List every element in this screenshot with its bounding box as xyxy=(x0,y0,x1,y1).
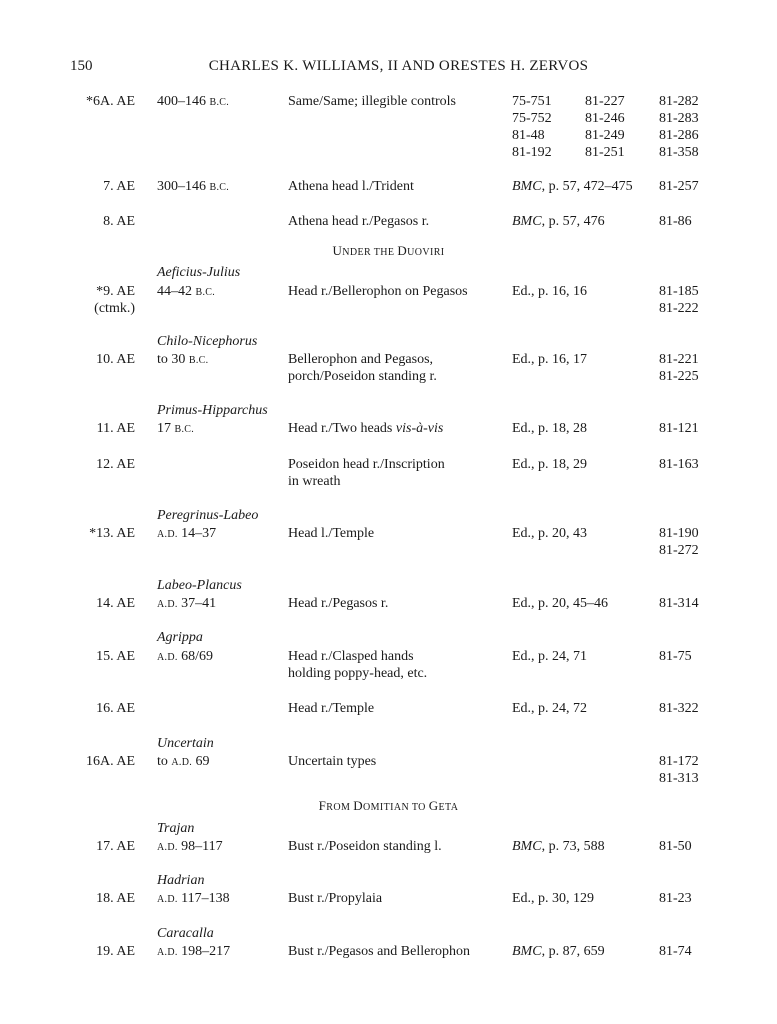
entry-types: Same/Same; illegible controls xyxy=(288,94,456,109)
entry-inventory: 81-185 81-222 xyxy=(659,284,699,316)
entry-reference: BMC, p. 57, 476 xyxy=(512,214,605,229)
entry-ruler: Peregrinus-Labeo xyxy=(157,508,259,523)
entry-date: to 30 B.C. xyxy=(157,352,209,367)
entry-types: Head r./Two heads vis-à-vis xyxy=(288,421,444,436)
entry-number: *13. AE xyxy=(89,526,135,541)
entry-inventory: 81-172 81-313 xyxy=(659,754,699,786)
entry-reference: BMC, p. 87, 659 xyxy=(512,944,605,959)
entry-reference: BMC, p. 57, 472–475 xyxy=(512,179,633,194)
inventory-column: 81-227 81-246 81-249 81-251 xyxy=(585,94,625,160)
entry-inventory: 81-322 xyxy=(659,701,699,716)
entry-inventory: 81-163 xyxy=(659,457,699,472)
inventory-column: 81-282 81-283 81-286 81-358 xyxy=(659,94,699,160)
entry-ruler: Chilo-Nicephorus xyxy=(157,334,258,349)
entry-inventory: 81-314 xyxy=(659,596,699,611)
running-head: CHARLES K. WILLIAMS, II AND ORESTES H. ZERVOS xyxy=(208,58,589,74)
entry-ruler: Caracalla xyxy=(157,926,214,941)
entry-ruler: Labeo-Plancus xyxy=(157,578,242,593)
entry-number: *9. AE (ctmk.) xyxy=(94,284,135,316)
entry-date: A.D. 68/69 xyxy=(157,649,214,664)
entry-date: 17 B.C. xyxy=(157,421,195,436)
entry-types: Head r./Pegasos r. xyxy=(288,596,389,611)
entry-number: 15. AE xyxy=(96,649,135,664)
entry-types: Athena head r./Pegasos r. xyxy=(288,214,430,229)
entry-inventory: 81-190 81-272 xyxy=(659,526,699,558)
entry-reference: Ed., p. 24, 72 xyxy=(512,701,588,716)
entry-number: 14. AE xyxy=(96,596,135,611)
entry-reference: Ed., p. 20, 43 xyxy=(512,526,588,541)
entry-reference: Ed., p. 18, 28 xyxy=(512,421,588,436)
entry-types: Head r./Temple xyxy=(288,701,375,716)
entry-date: A.D. 98–117 xyxy=(157,839,223,854)
entry-date: 300–146 B.C. xyxy=(157,179,230,194)
entry-types: Uncertain types xyxy=(288,754,377,769)
entry-ruler: Primus-Hipparchus xyxy=(157,403,268,418)
entry-types: Athena head l./Trident xyxy=(288,179,414,194)
entry-number: *6A. AE xyxy=(86,94,135,109)
entry-inventory: 81-23 xyxy=(659,891,692,906)
entry-ruler: Hadrian xyxy=(157,873,205,888)
entry-number: 16A. AE xyxy=(86,754,135,769)
entry-ruler: Trajan xyxy=(157,821,195,836)
entry-number: 7. AE xyxy=(103,179,135,194)
entry-date: to A.D. 69 xyxy=(157,754,210,769)
entry-ruler: Uncertain xyxy=(157,736,214,751)
entry-inventory: 81-221 81-225 xyxy=(659,352,699,384)
entry-inventory: 81-86 xyxy=(659,214,692,229)
entry-inventory: 81-75 xyxy=(659,649,692,664)
entry-types: Head r./Bellerophon on Pegasos xyxy=(288,284,468,299)
entry-reference: Ed., p. 20, 45–46 xyxy=(512,596,609,611)
entry-types: Head l./Temple xyxy=(288,526,375,541)
entry-number: 10. AE xyxy=(96,352,135,367)
inventory-column: 75-751 75-752 81-48 81-192 xyxy=(512,94,552,160)
entry-number: 12. AE xyxy=(96,457,135,472)
entry-ruler: Aeficius-Julius xyxy=(157,265,241,280)
entry-inventory: 81-50 xyxy=(659,839,692,854)
entry-date: 44–42 B.C. xyxy=(157,284,216,299)
page-number: 150 xyxy=(70,58,93,74)
entry-reference: Ed., p. 30, 129 xyxy=(512,891,595,906)
entry-date: A.D. 37–41 xyxy=(157,596,217,611)
entry-number: 18. AE xyxy=(96,891,135,906)
section-heading: UNDER THE DUOVIRI xyxy=(332,243,445,258)
entry-types: Bellerophon and Pegasos, porch/Poseidon standing r. xyxy=(288,352,437,384)
entry-types: Poseidon head r./Inscription in wreath xyxy=(288,457,445,489)
entry-types: Bust r./Propylaia xyxy=(288,891,383,906)
entry-number: 11. AE xyxy=(96,421,135,436)
entry-date: A.D. 117–138 xyxy=(157,891,230,906)
entry-reference: BMC, p. 73, 588 xyxy=(512,839,605,854)
entry-types: Bust r./Pegasos and Bellerophon xyxy=(288,944,470,959)
entry-number: 16. AE xyxy=(96,701,135,716)
entry-inventory: 81-74 xyxy=(659,944,692,959)
entry-date: 400–146 B.C. xyxy=(157,94,230,109)
entry-date: A.D. 14–37 xyxy=(157,526,217,541)
entry-reference: Ed., p. 24, 71 xyxy=(512,649,588,664)
entry-number: 19. AE xyxy=(96,944,135,959)
entry-reference: Ed., p. 16, 16 xyxy=(512,284,588,299)
entry-number: 8. AE xyxy=(103,214,135,229)
section-heading: FROM DOMITIAN TO GETA xyxy=(318,798,459,813)
entry-ruler: Agrippa xyxy=(157,630,203,645)
entry-types: Head r./Clasped hands holding poppy-head, etc. xyxy=(288,649,428,681)
entry-date: A.D. 198–217 xyxy=(157,944,231,959)
entry-types: Bust r./Poseidon standing l. xyxy=(288,839,442,854)
entry-inventory: 81-257 xyxy=(659,179,699,194)
entry-inventory: 81-121 xyxy=(659,421,699,436)
entry-reference: Ed., p. 16, 17 xyxy=(512,352,588,367)
entry-reference: Ed., p. 18, 29 xyxy=(512,457,588,472)
entry-number: 17. AE xyxy=(96,839,135,854)
